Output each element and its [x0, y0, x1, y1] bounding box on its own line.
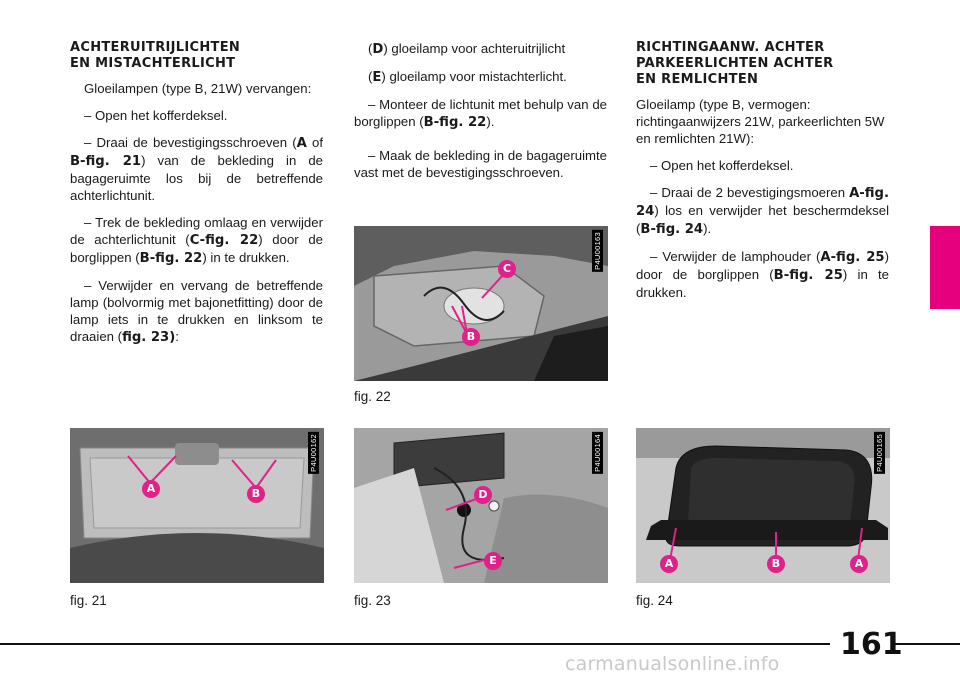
section-tab-marker	[930, 226, 960, 309]
column-right	[636, 40, 889, 311]
figure-23-caption: fig. 23	[354, 593, 391, 608]
step-remove-light-unit: – Trek de bekleding omlaag en verwijder de achterlichtunit (C-fig. 22) door de borglippen (B-fig. 22) in te drukken.	[70, 215, 323, 266]
figure-code: P4U00162	[309, 434, 318, 472]
callout-b: B	[247, 485, 265, 503]
page-number: 161	[840, 627, 903, 662]
column-left	[70, 40, 323, 356]
figure-21-illustration	[70, 428, 324, 583]
figure-22-light-unit-photo	[354, 226, 608, 381]
figure-code: P4U00163	[593, 232, 602, 270]
section-heading-indicators: RICHTINGAANW. ACHTER PARKEERLICHTEN ACHTER EN REMLICHTEN	[636, 40, 834, 87]
bulb-type-text: Gloeilampen (type B, 21W) vervangen:	[84, 81, 312, 96]
figure-21-trunk-lid-photo	[70, 428, 324, 583]
callout-d: D	[474, 486, 492, 504]
step-mount-unit: – Monteer de lichtunit met behulp van de borglippen (B-fig. 22).	[354, 97, 607, 130]
watermark: carmanualsonline.info	[565, 653, 780, 675]
step-remove-holder: – Verwijder de lamphouder (A-fig. 25) door de borglippen (B-fig. 25) in te drukken.	[636, 249, 889, 300]
callout-e: E	[484, 552, 502, 570]
callout-c: C	[498, 260, 516, 278]
figure-22-illustration	[354, 226, 608, 381]
figure-24-caption: fig. 24	[636, 593, 673, 608]
callout-a: A	[142, 480, 160, 498]
lamp-e-text: (E) gloeilamp voor mistachterlicht.	[368, 69, 567, 85]
figure-21-caption: fig. 21	[70, 593, 107, 608]
footer-rule	[0, 643, 830, 645]
figure-23-illustration	[354, 428, 608, 583]
figure-23-bulbs-photo	[354, 428, 608, 583]
step-loosen-screws: – Draai de bevestigingsschroeven (A of B-fig. 21) van de bekleding in de bagageruimte los bij de betreffende achterlichtunit.	[70, 135, 323, 203]
section-heading-rear-lights: ACHTERUITRIJLICHTEN EN MISTACHTERLICHT	[70, 40, 241, 71]
figure-code: P4U00165	[875, 434, 884, 472]
bulb-type-text-2: Gloeilamp (type B, vermogen: richtingaanwijzers 21W, parkeerlichten 5W en remlichten 21W):	[636, 97, 885, 146]
callout-a: A	[850, 555, 868, 573]
step-replace-lamp: – Verwijder en vervang de betreffende lamp (bolvormig met bajonetfitting) door de lamp iets in te drukken en linksom te draaien (fig. 23):	[70, 278, 323, 345]
figure-24-cover-photo	[636, 428, 890, 583]
step-open-trunk-2: – Open het kofferdeksel.	[650, 158, 794, 173]
figure-code: P4U00164	[593, 434, 602, 472]
column-middle	[354, 40, 607, 191]
callout-b: B	[767, 555, 785, 573]
step-loosen-nuts: – Draai de 2 bevestigingsmoeren A-fig. 24) los en verwijder het beschermdeksel (B-fig. 24).	[636, 185, 889, 237]
lamp-d-text: (D) gloeilamp voor achteruitrijlicht	[368, 41, 566, 57]
footer-rule-right	[893, 643, 960, 645]
figure-22-caption: fig. 22	[354, 389, 391, 404]
callout-b: B	[462, 328, 480, 346]
step-fix-lining: – Maak de bekleding in de bagageruimte vast met de bevestigingsschroeven.	[354, 148, 607, 180]
step-open-trunk: – Open het kofferdeksel.	[84, 108, 228, 123]
callout-a: A	[660, 555, 678, 573]
